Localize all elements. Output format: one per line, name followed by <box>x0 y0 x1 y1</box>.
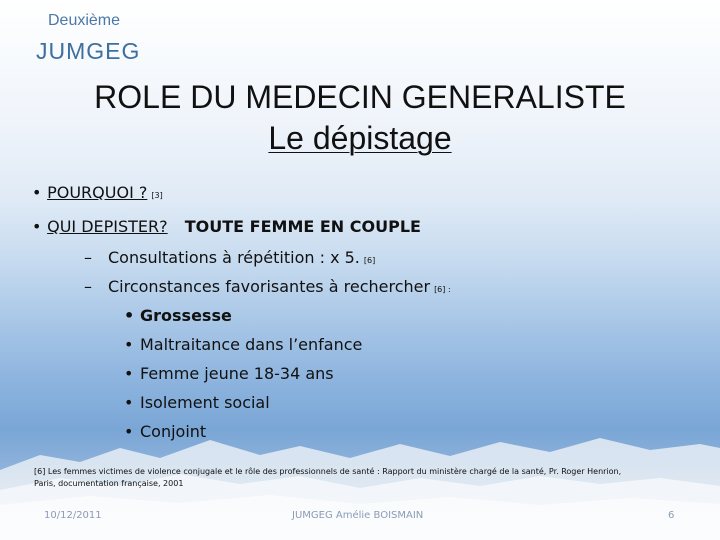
sub-item-ref: [6] <box>363 256 376 265</box>
list-item-text: Maltraitance dans l’enfance <box>140 335 363 354</box>
list-item-text: Grossesse <box>140 306 232 325</box>
slide-title: ROLE DU MEDECIN GENERALISTE <box>94 79 626 115</box>
list-item <box>124 393 270 412</box>
bullet-dot-icon: • <box>124 335 134 354</box>
footnote <box>34 466 634 490</box>
sub-item-consultations <box>84 248 375 267</box>
bullet-ref: [3] <box>151 191 163 200</box>
sub-item-circonstances <box>84 277 451 296</box>
bullet-dot-icon: • <box>124 306 135 325</box>
slide-subtitle-text: Le dépistage <box>268 120 452 156</box>
logo-title: JUMGEG <box>36 38 141 64</box>
bullet-dot-icon: • <box>32 217 42 236</box>
bullet-emphasis: TOUTE FEMME EN COUPLE <box>184 217 421 236</box>
logo-subtitle: Deuxième <box>48 12 121 29</box>
sub-item-ref: [6] : <box>434 285 451 294</box>
sub-item-text: Consultations à répétition : x 5. <box>108 248 360 267</box>
list-item <box>124 364 334 383</box>
footer-author: JUMGEG Amélie BOISMAIN <box>292 510 424 521</box>
bullet-dot-icon: • <box>124 364 134 383</box>
bullet-dot-icon: • <box>124 393 134 412</box>
footer-page-number: 6 <box>668 510 675 521</box>
list-item <box>124 335 362 354</box>
footnote-line: Paris, documentation française, 2001 <box>34 479 184 488</box>
bullet-qui-depister <box>32 217 421 236</box>
sub-item-text: Circonstances favorisantes à rechercher <box>108 277 431 296</box>
dash-icon: – <box>84 248 92 267</box>
bullet-label: POURQUOI ? <box>47 183 148 202</box>
footnote-line: [6] Les femmes victimes de violence conjugale et le rôle des professionnels de santé : Rapport du ministère chargé de la santé, Pr. Roger Henrion, <box>34 467 622 476</box>
dash-icon: – <box>84 277 92 296</box>
list-item <box>124 422 206 441</box>
list-item-text: Femme jeune 18-34 ans <box>140 364 334 383</box>
bullet-dot-icon: • <box>32 183 42 202</box>
bullet-dot-icon: • <box>124 422 134 441</box>
list-item-text: Conjoint <box>140 422 207 441</box>
list-item <box>124 306 232 325</box>
footer-date: 10/12/2011 <box>44 510 102 521</box>
bullet-pourquoi <box>32 183 163 202</box>
bullet-label: QUI DEPISTER? <box>47 217 168 236</box>
list-item-text: Isolement social <box>140 393 270 412</box>
